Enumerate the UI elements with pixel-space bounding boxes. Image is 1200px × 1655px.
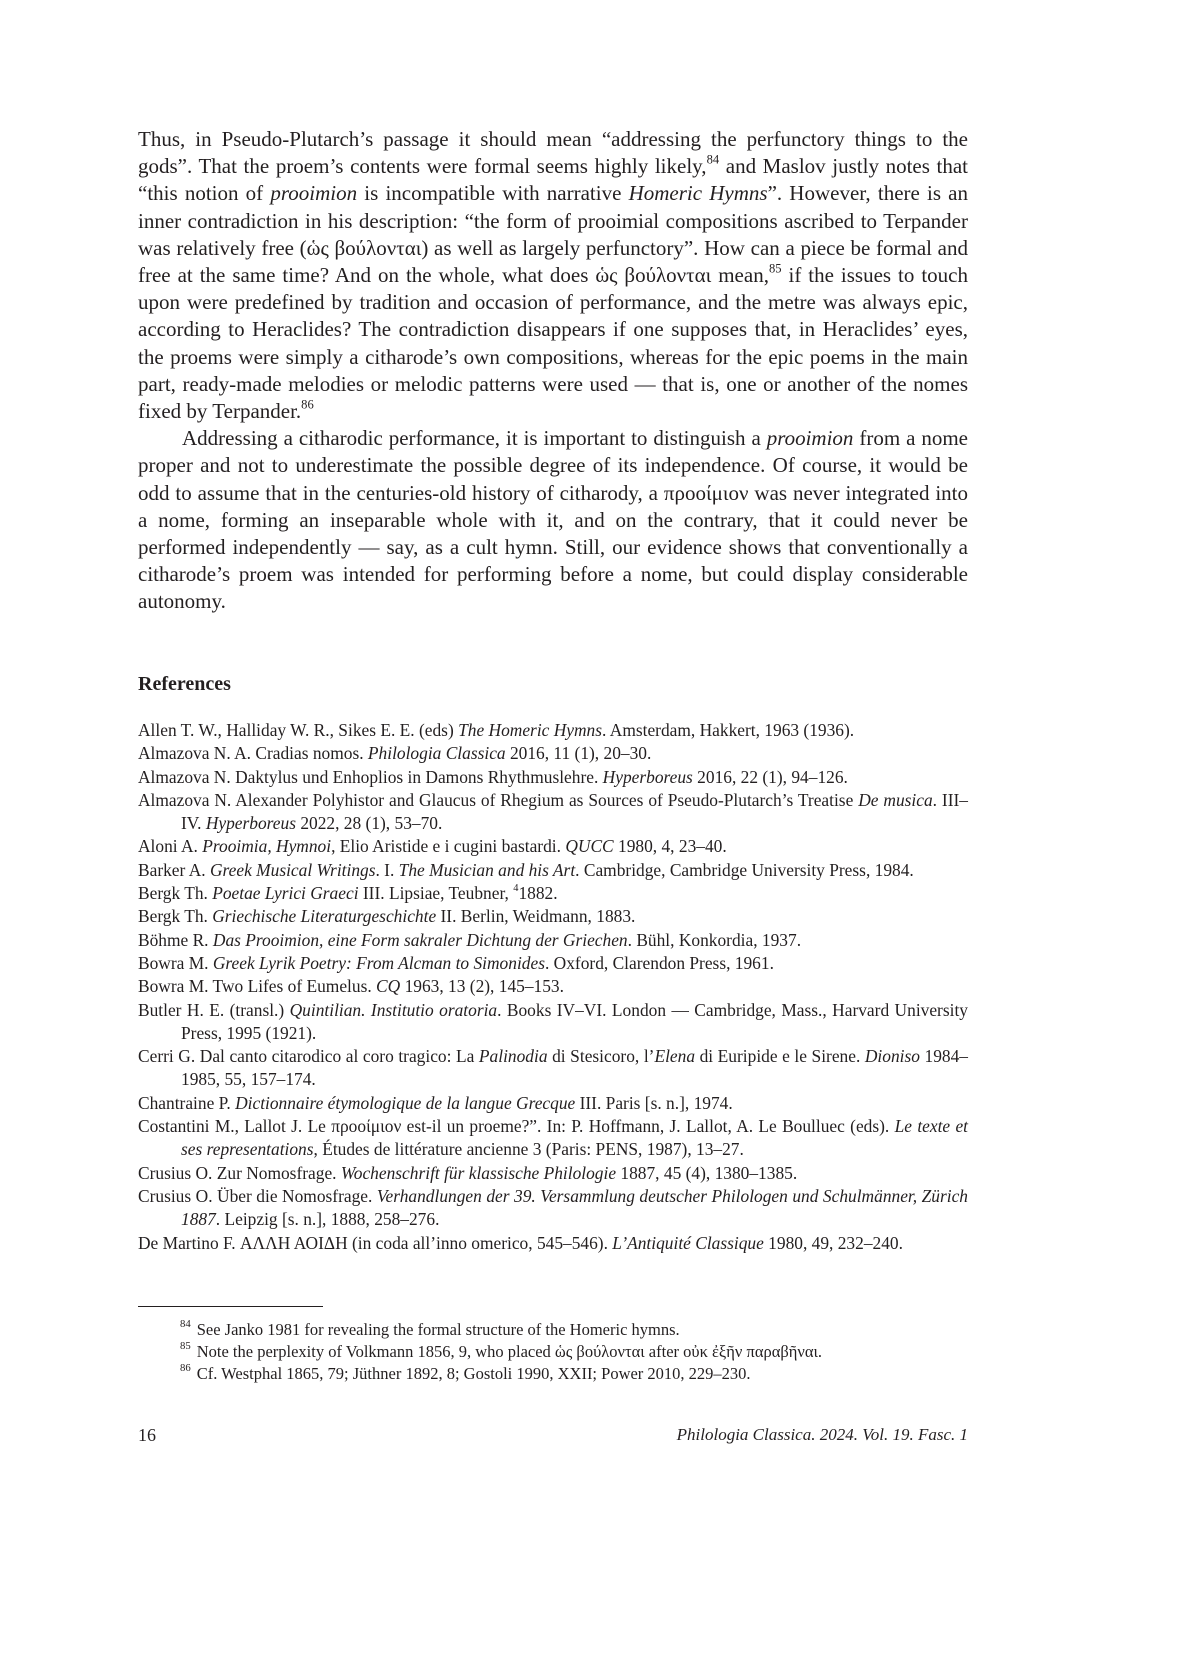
- reference-italic: Hyperboreus: [602, 766, 693, 787]
- reference-item: [138, 1045, 968, 1092]
- reference-text: 2016, 22 (1), 94–126.: [692, 766, 848, 787]
- body-text: [138, 126, 968, 616]
- paragraph-italic: prooimion: [766, 426, 854, 451]
- reference-item: [138, 766, 968, 789]
- reference-text: . III–IV.: [181, 789, 968, 834]
- reference-text: 1984–1985, 55, 157–174.: [181, 1046, 968, 1090]
- reference-italic: De musica: [858, 789, 933, 810]
- references-list: [138, 719, 968, 1255]
- page-number: 16: [138, 1425, 156, 1445]
- reference-text: , Elio Aristide e i cugini bastardi.: [331, 836, 566, 857]
- reference-italic: Quintilian. Institutio oratoria: [289, 999, 498, 1020]
- reference-text: . Leipzig [s. n.], 1888, 258–276.: [215, 1209, 440, 1230]
- reference-italic: Greek Musical Writings: [209, 859, 376, 880]
- footnote-text: Note the perplexity of Volkmann 1856, 9, who placed ὡς βούλονται after οὐκ ἐξῆν παραβῆναι.: [196, 1342, 823, 1361]
- paragraph-italic: prooimion: [270, 181, 358, 206]
- reference-text: di Stesicoro, l’: [547, 1046, 655, 1067]
- reference-text: . Cambridge, Cambridge University Press, 1984.: [575, 859, 914, 880]
- reference-superscript: 4: [513, 883, 519, 895]
- reference-item: [138, 789, 968, 836]
- reference-item: [138, 929, 968, 952]
- reference-item: [138, 1115, 968, 1162]
- reference-text: De Martino F. ΑΛΛΗ ΑΟΙΔΗ (in coda all’inno omerico, 545–546).: [138, 1232, 613, 1253]
- footnote-superscript: 84: [180, 1317, 191, 1330]
- references-heading: References: [138, 673, 231, 695]
- reference-text: Böhme R.: [138, 929, 213, 950]
- reference-text: 1980, 4, 23–40.: [613, 836, 727, 857]
- reference-italic: Le texte et ses representations: [181, 1116, 969, 1160]
- reference-text: Butler H. E. (transl.): [138, 999, 290, 1020]
- footnote-superscript: 86: [180, 1361, 191, 1374]
- reference-item: [138, 1162, 968, 1185]
- reference-text: 1882.: [518, 883, 558, 904]
- footnote-superscript: 85: [180, 1339, 191, 1352]
- paragraph-text: if the issues to touch upon were predefined by tradition and occasion of performance, and the metre was always epic, according to Heraclides? The contradiction disappears if one supposes that, in Heraclides’ eyes, the proems were simply a citharode’s own compositions, whereas for the epic poems in the main part, ready-made melodies or melodic patterns were used — that is, one or another of the nomes fixed by Terpander.: [138, 263, 968, 424]
- paragraph: [138, 126, 968, 425]
- paragraph-superscript: 86: [301, 397, 314, 412]
- reference-text: Allen T. W., Halliday W. R., Sikes E. E. (eds): [138, 720, 459, 740]
- reference-text: Costantini M., Lallot J. Le προοίμιον est-il un proeme?”. In: P. Hoffmann, J. Lallot, A. Le Boulluec (eds).: [138, 1116, 895, 1137]
- paragraph-text: Addressing a citharodic performance, it is important to distinguish a: [182, 426, 767, 451]
- reference-text: Aloni A.: [138, 836, 203, 857]
- reference-text: Chantraine P.: [138, 1092, 236, 1113]
- reference-text: Bergk Th.: [138, 906, 213, 927]
- paragraph-text: and Maslov justly notes that “this notion of: [138, 154, 968, 206]
- reference-italic: Elena: [654, 1046, 696, 1067]
- reference-text: Almazova N. Daktylus und Enhoplios in Damons Rhythmuslehre.: [138, 766, 603, 787]
- reference-text: , Études de littérature ancienne 3 (Paris: PENS, 1987), 13–27.: [313, 1139, 744, 1160]
- reference-item: [138, 1232, 968, 1255]
- reference-item: [138, 952, 968, 975]
- reference-text: di Euripide e le Sirene.: [695, 1046, 865, 1067]
- reference-text: Bowra M.: [138, 952, 213, 973]
- paragraph-text: ”. However, there is an inner contradiction in his description: “the form of prooimial compositions ascribed to Terpander was relatively free (ὡς βούλονται) as well as largely perfunctory”. How can a piece be formal and free at the same time? And on the whole, what does ὡς βούλονται mean,: [138, 181, 969, 288]
- reference-item: [138, 742, 968, 765]
- reference-italic: Wochenschrift für klassische Philologie: [340, 1162, 617, 1183]
- footnote-divider: [138, 1306, 323, 1307]
- footnote: [138, 1363, 968, 1385]
- reference-text: Crusius O. Zur Nomosfrage.: [138, 1162, 341, 1183]
- reference-text: Bergk Th.: [138, 883, 213, 904]
- reference-italic: Verhandlungen der 39. Versammlung deutscher Philologen und Schulmänner, Zürich 1887: [181, 1185, 968, 1230]
- paragraph: [138, 425, 968, 615]
- reference-item: [138, 719, 968, 742]
- footnotes: [138, 1319, 968, 1385]
- reference-text: . Amsterdam, Hakkert, 1963 (1936).: [602, 720, 855, 740]
- reference-text: III. Lipsiae, Teubner,: [358, 883, 514, 904]
- reference-italic: The Musician and his Art: [398, 859, 576, 880]
- reference-text: Barker A.: [138, 859, 210, 880]
- reference-italic: Greek Lyrik Poetry: From Alcman to Simonides: [212, 952, 545, 973]
- reference-text: III. Paris [s. n.], 1974.: [575, 1092, 733, 1113]
- reference-italic: QUCC: [565, 836, 614, 857]
- reference-text: 2016, 11 (1), 20–30.: [505, 743, 652, 764]
- journal-citation: Philologia Classica. 2024. Vol. 19. Fasc. 1: [676, 1425, 968, 1444]
- reference-italic: Palinodia: [478, 1046, 548, 1067]
- reference-italic: Dioniso: [864, 1046, 920, 1067]
- footnote: [138, 1341, 968, 1363]
- reference-item: [138, 1092, 968, 1115]
- paragraph-italic: Homeric Hymns: [628, 181, 768, 206]
- reference-italic: Prooimia, Hymnoi: [202, 836, 332, 857]
- paragraph-text: Thus, in Pseudo-Plutarch’s passage it should mean “addressing the perfunctory things to the gods”. That the proem’s contents were formal seems highly likely,: [138, 127, 968, 179]
- paragraph-superscript: 84: [706, 152, 720, 167]
- reference-italic: Griechische Literaturgeschichte: [212, 906, 437, 927]
- reference-text: Almazova N. Alexander Polyhistor and Glaucus of Rhegium as Sources of Pseudo-Plutarch’s Treatise: [138, 789, 859, 810]
- reference-italic: Poetae Lyrici Graeci: [212, 883, 359, 904]
- reference-italic: The Homeric Hymns: [458, 720, 603, 740]
- reference-item: [138, 835, 968, 858]
- reference-item: [138, 882, 968, 905]
- reference-text: Almazova N. A. Cradias nomos.: [138, 743, 368, 764]
- page-footer: [138, 1425, 968, 1446]
- reference-text: . Oxford, Clarendon Press, 1961.: [544, 952, 774, 973]
- reference-item: [138, 905, 968, 928]
- paragraph-text: from a nome proper and not to underestimate the possible degree of its independence. Of course, it would be odd to assume that in the centuries-old history of citharody, a προοίμιον was never integrated into a nome, forming an inseparable whole with it, and on the contrary, that it could never be performed independently — say, as a cult hymn. Still, our evidence shows that conventionally a citharode’s proem was intended for performing before a nome, but could display considerable autonomy.: [138, 426, 969, 614]
- reference-text: 1887, 45 (4), 1380–1385.: [616, 1162, 798, 1183]
- footnote-text: Cf. Westphal 1865, 79; Jüthner 1892, 8; Gostoli 1990, XXII; Power 2010, 229–230.: [196, 1364, 751, 1383]
- paragraph-text: is incompatible with narrative: [357, 181, 629, 206]
- reference-item: [138, 859, 968, 882]
- reference-text: Crusius O. Über die Nomosfrage.: [138, 1185, 377, 1206]
- reference-item: [138, 999, 968, 1046]
- reference-italic: L’Antiquité Classique: [612, 1232, 764, 1253]
- reference-text: . Bühl, Konkordia, 1937.: [627, 929, 802, 950]
- reference-item: [138, 975, 968, 998]
- reference-text: Bowra M. Two Lifes of Eumelus.: [138, 976, 377, 997]
- paragraph-superscript: 85: [768, 261, 782, 276]
- reference-text: Cerri G. Dal canto citarodico al coro tragico: La: [138, 1046, 479, 1067]
- reference-text: . I.: [375, 859, 399, 880]
- reference-italic: CQ: [376, 976, 401, 997]
- reference-italic: Das Prooimion, eine Form sakraler Dichtung der Griechen: [212, 929, 628, 950]
- reference-italic: Dictionnaire étymologique de la langue Grecque: [235, 1092, 576, 1113]
- reference-text: . Books IV–VI. London — Cambridge, Mass., Harvard University Press, 1995 (1921).: [181, 999, 968, 1043]
- reference-text: 2022, 28 (1), 53–70.: [295, 813, 443, 834]
- footnote: [138, 1319, 968, 1341]
- reference-item: [138, 1185, 968, 1232]
- footnote-text: See Janko 1981 for revealing the formal structure of the Homeric hymns.: [196, 1320, 680, 1339]
- reference-text: 1963, 13 (2), 145–153.: [400, 976, 564, 997]
- reference-italic: Philologia Classica: [367, 743, 506, 764]
- reference-italic: Hyperboreus: [205, 813, 296, 834]
- reference-text: II. Berlin, Weidmann, 1883.: [436, 906, 636, 927]
- reference-text: 1980, 49, 232–240.: [763, 1232, 903, 1253]
